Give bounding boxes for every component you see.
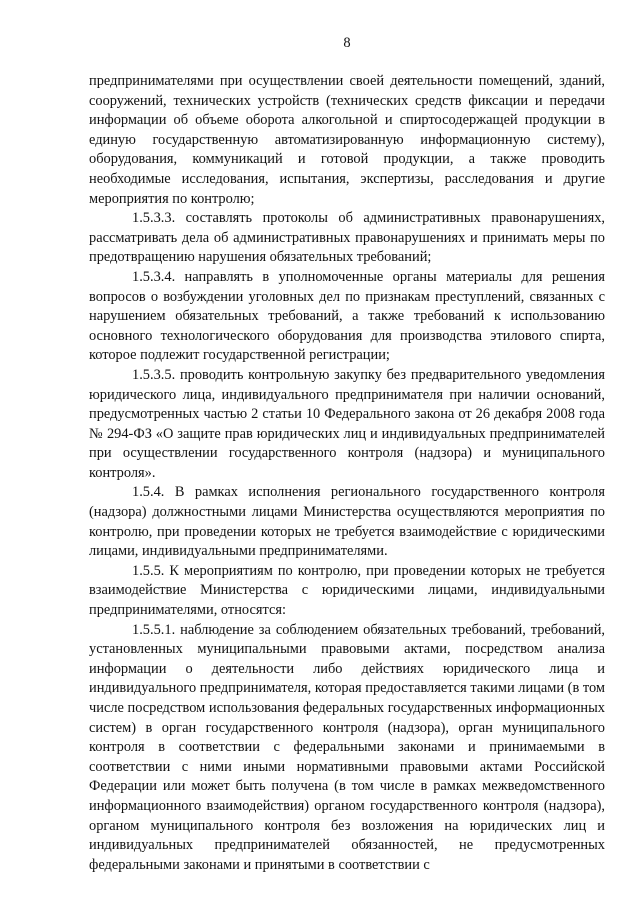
page-number: 8: [343, 35, 351, 51]
paragraph-continuation: предпринимателями при осуществлении своей деятельности помещений, зданий, сооружений, технических устройств (технических средств фиксации и передачи информации об объеме оборота алкогольной и спиртосодержащей продукции в единую государственную автоматизированную информационную систему), оборудования, коммуникаций и готовой продукции, а также проводить необходимые исследования, испытания, экспертизы, расследования и другие мероприятия по контролю;: [89, 73, 605, 207]
paragraph-1-5-5-1: 1.5.5.1. наблюдение за соблюдением обязательных требований, требований, установленных муниципальными правовыми актами, посредством анализа информации о деятельности либо действиях юридического лица и индивидуального предпринимателя, которая предоставляется такими лицами (в том числе посредством использования федеральных государственных информационных систем) в орган государственного контроля (надзора), орган муниципального контроля в соответствии с федеральными законами и принимаемыми в соответствии с ними иными нормативными правовыми актами Российской Федерации или может быть получена (в том числе в рамках межведомственного информационного взаимодействия) органом государственного контроля (надзора), органом муниципального контроля без возложения на юридических лиц и индивидуальных предпринимателей обязанностей, не предусмотренных федеральными законами и принятыми в соответствии с: [89, 621, 605, 873]
paragraph-1-5-5: 1.5.5. К мероприятиям по контролю, при проведении которых не требуется взаимодействие Министерства с юридическими лицами, индивидуальными предпринимателями, относятся:: [89, 562, 605, 619]
paragraph-1-5-3-4: 1.5.3.4. направлять в уполномоченные органы материалы для решения вопросов о возбуждении уголовных дел по признакам преступлений, связанных с нарушением обязательных требований, а также требований к использованию основного технологического оборудования для производства этилового спирта, которое подлежит государственной регистрации;: [89, 268, 605, 364]
document-body: [89, 72, 605, 875]
paragraph-1-5-3-3: 1.5.3.3. составлять протоколы об административных правонарушениях, рассматривать дела об административных правонарушениях и принимать меры по предотвращению нарушения обязательных требований;: [89, 210, 605, 266]
paragraph-1-5-3-5: 1.5.3.5. проводить контрольную закупку без предварительного уведомления юридического лица, индивидуального предпринимателя при наличии оснований, предусмотренных частью 2 статьи 10 Федерального закона от 26 декабря 2008 года № 294-ФЗ «О защите прав юридических лиц и индивидуальных предпринимателей при осуществлении государственного контроля (надзора) и муниципального контроля».: [89, 366, 605, 481]
paragraph-1-5-4: 1.5.4. В рамках исполнения регионального государственного контроля (надзора) должностными лицами Министерства осуществляются мероприятия по контролю, при проведении которых не требуется взаимодействие с юридическими лицами, индивидуальными предпринимателями.: [89, 484, 605, 560]
